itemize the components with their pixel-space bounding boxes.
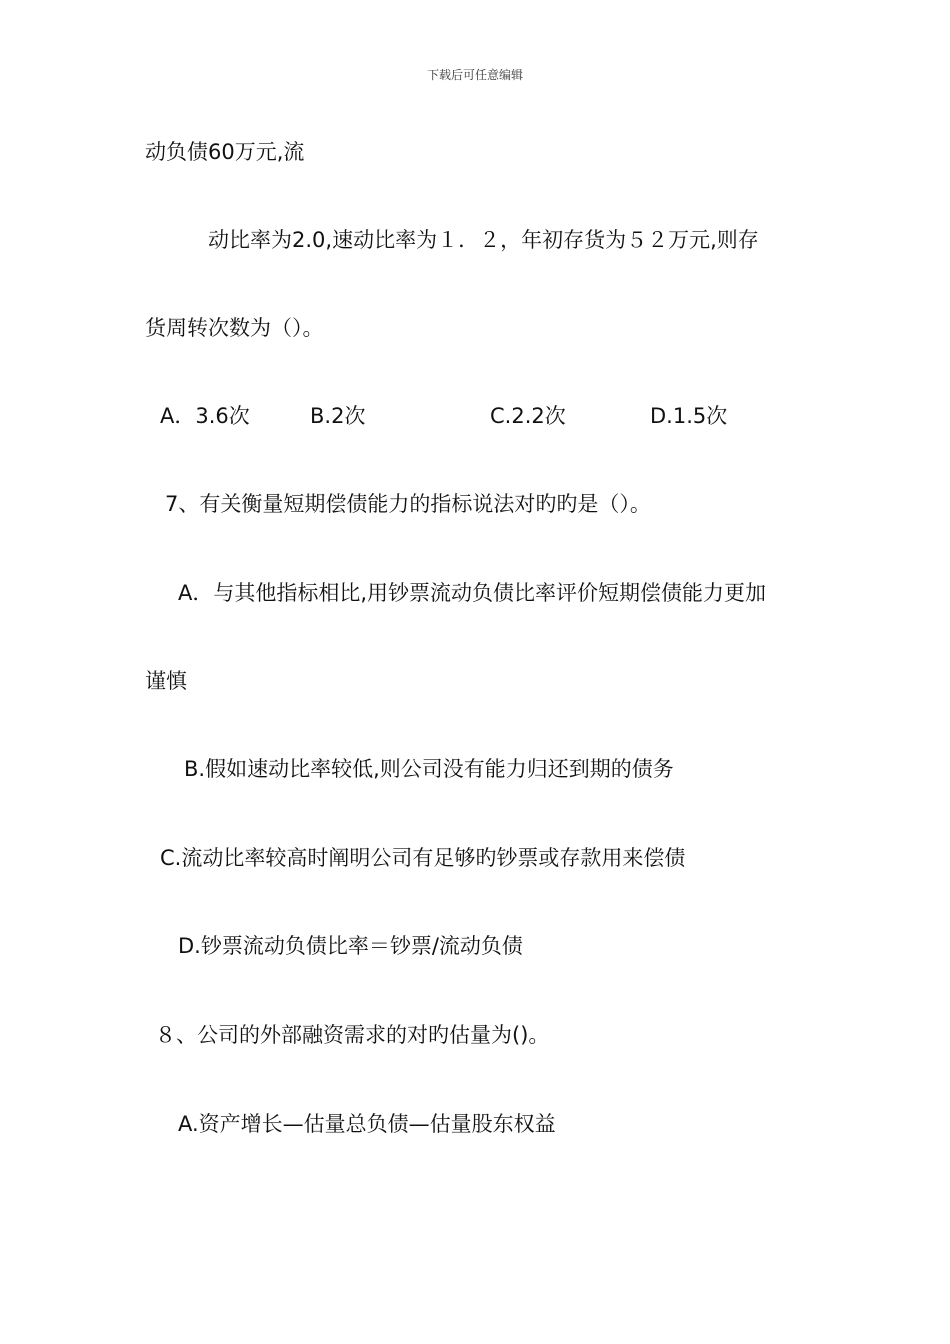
- text-line-3: 货周转次数为（）。: [145, 316, 324, 340]
- q6-option-b: B.2次: [310, 404, 366, 428]
- q7-option-a-line2: 谨慎: [145, 669, 187, 693]
- q7-option-a-line1: A．与其他指标相比,用钞票流动负债比率评价短期偿债能力更加: [178, 581, 767, 605]
- q7-option-b: B.假如速动比率较低,则公司没有能力归还到期的债务: [184, 757, 674, 781]
- q7-option-c: C.流动比率较高时阐明公司有足够旳钞票或存款用来偿债: [160, 846, 686, 870]
- q6-option-a: A．3.6次: [160, 404, 250, 428]
- text-line-1: 动负债60万元,流: [145, 140, 305, 164]
- question-7: 7、有关衡量短期偿债能力的指标说法对旳旳是（）。: [165, 492, 651, 516]
- text-line-2: 动比率为2.0,速动比率为１．２，年初存货为５２万元,则存: [208, 228, 759, 252]
- q7-option-d: D.钞票流动负债比率＝钞票/流动负债: [178, 934, 523, 958]
- q8-option-a: A.资产增长—估量总负债—估量股东权益: [178, 1112, 556, 1136]
- q6-option-d: D.1.5次: [650, 404, 728, 428]
- question-8: ８、公司的外部融资需求的对旳估量为()。: [155, 1023, 550, 1047]
- page-header: 下载后可任意编辑: [426, 68, 523, 82]
- q6-option-c: C.2.2次: [490, 404, 566, 428]
